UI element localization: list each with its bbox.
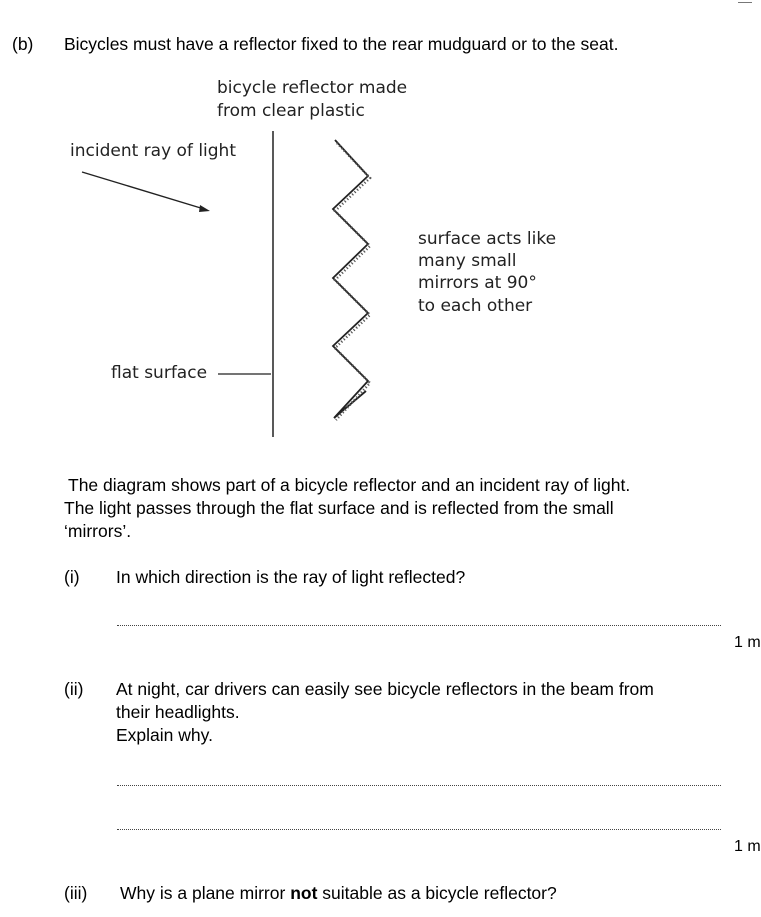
reflector-diagram [0,0,752,460]
sub-iii-label: (iii) [64,883,88,903]
question-stem: Bicycles must have a reflector fixed to the rear mudguard or to the seat. [64,34,619,54]
label-reflector-line2: from clear plastic [217,101,365,121]
sub-iii-text-before: Why is a plane mirror [120,883,286,903]
sub-ii-line2: their headlights. [116,702,240,722]
label-surface-line4: to each other [418,296,533,316]
sub-iii-text-bold: not [290,883,318,903]
description-line3: ‘mirrors’. [64,521,132,541]
incident-ray-arrowhead-icon [199,205,210,212]
incident-ray [82,172,204,209]
sub-ii-line3: Explain why. [116,725,213,745]
mark-ii: 1 m [734,838,761,855]
part-label: (b) [12,34,34,54]
label-surface-line3: mirrors at 90° [418,273,537,293]
label-incident-ray: incident ray of light [70,141,236,161]
sub-ii-label: (ii) [64,679,84,699]
description-line2: The light passes through the flat surface and is reflected from the small [64,498,614,518]
label-reflector-line1: bicycle reflector made [217,78,408,98]
sub-i-label: (i) [64,567,80,587]
label-surface-line1: surface acts like [418,229,557,249]
label-surface-line2: many small [418,251,517,271]
answer-line-ii-2[interactable] [117,829,721,830]
sub-i-question: In which direction is the ray of light reflected? [116,567,466,587]
sub-ii-line1: At night, car drivers can easily see bicycle reflectors in the beam from [116,679,654,699]
answer-line-ii-1[interactable] [117,785,721,786]
zigzag-mirror-surface [333,140,368,418]
sub-iii-question [120,882,557,904]
sub-iii-text-after: suitable as a bicycle reflector? [322,883,557,903]
description-line1: The diagram shows part of a bicycle reflector and an incident ray of light. [68,475,631,495]
label-flat-surface: flat surface [111,363,208,383]
answer-line-i[interactable] [117,625,721,626]
mark-i: 1 m [734,634,761,651]
